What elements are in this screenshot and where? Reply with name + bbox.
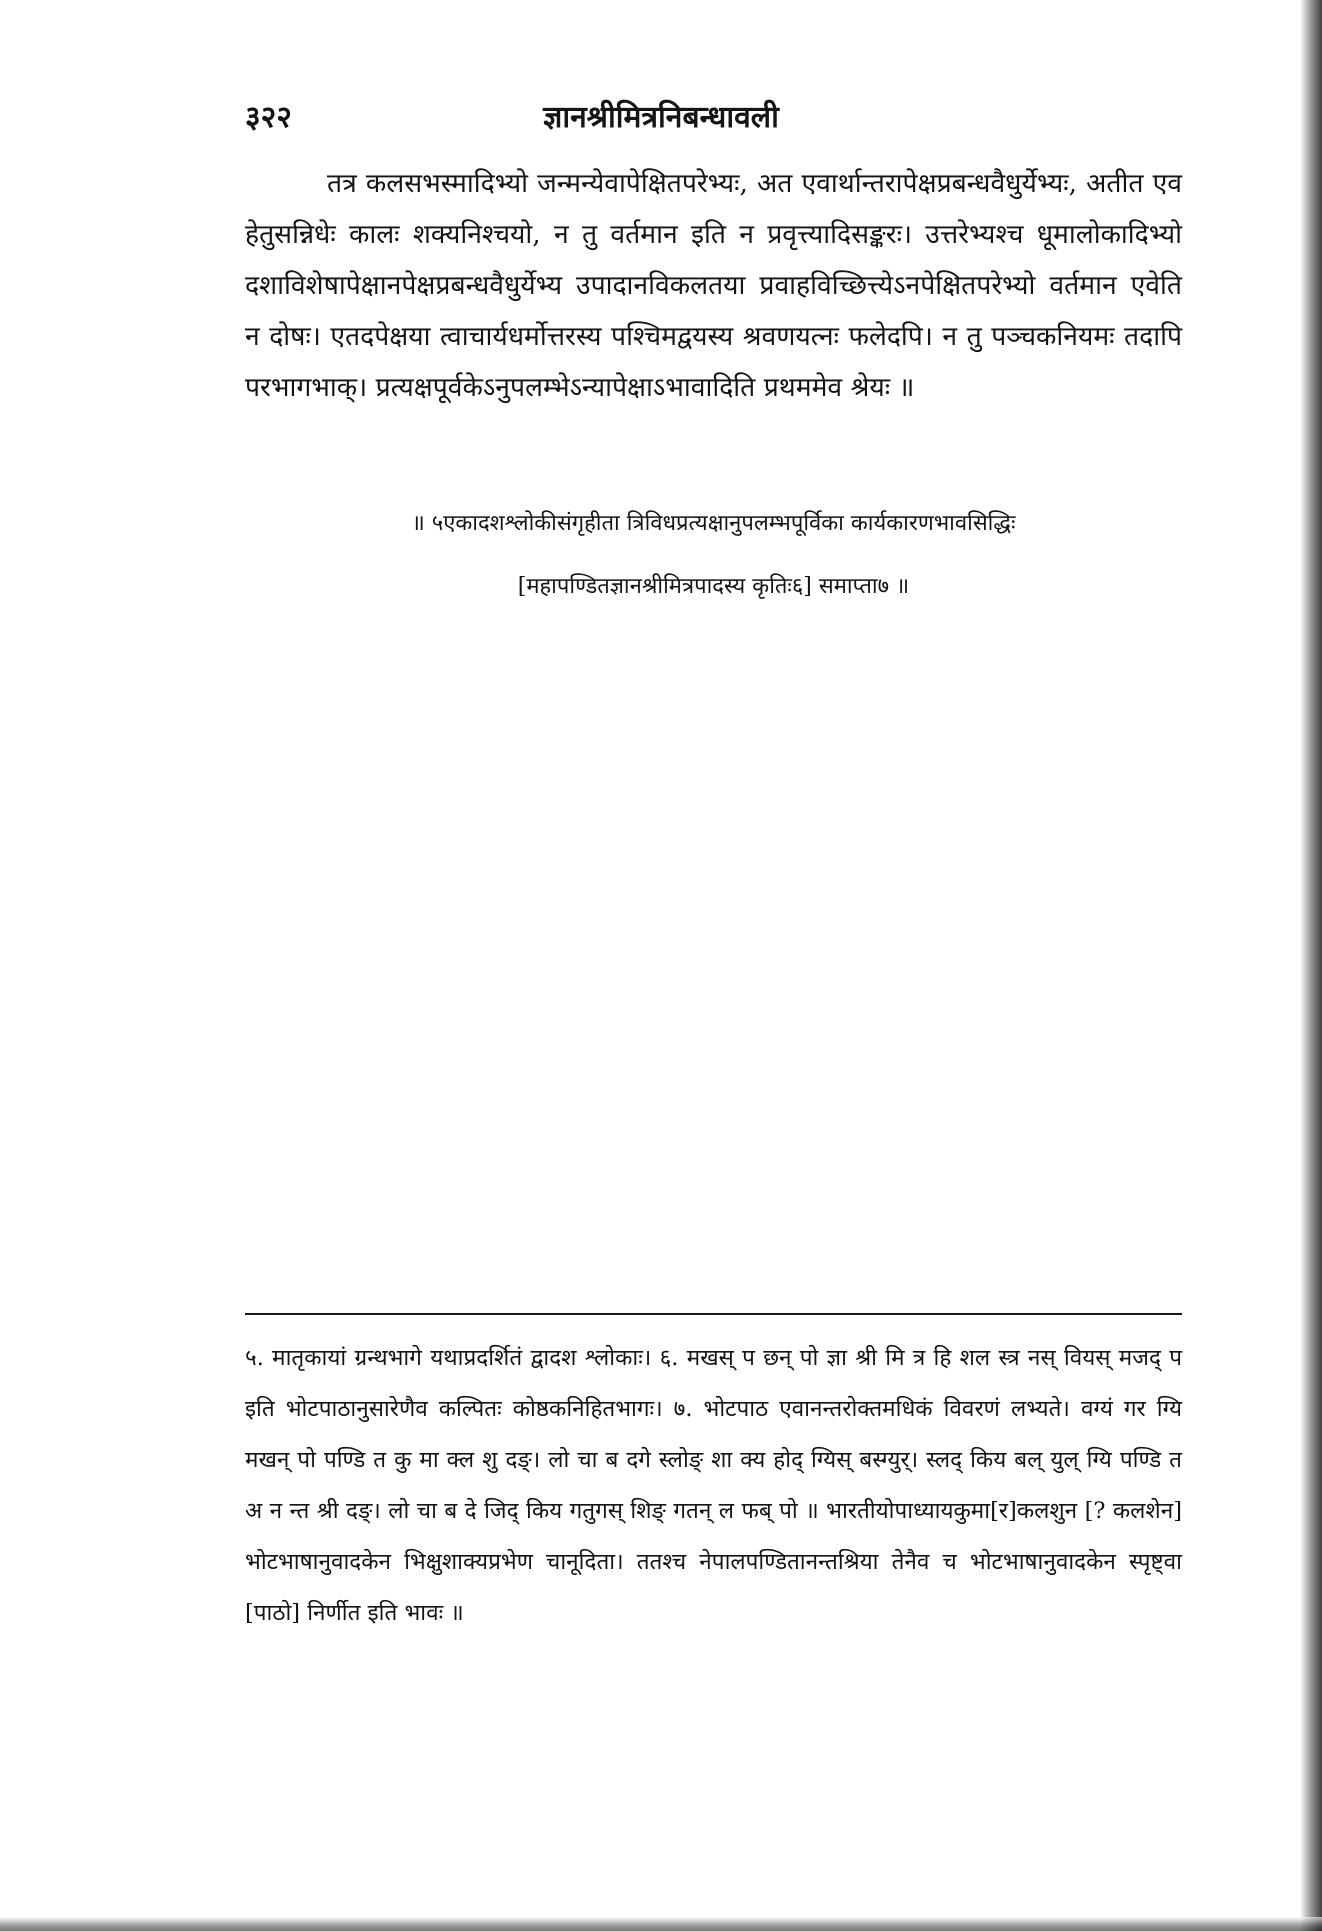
main-paragraph: तत्र कलसभस्मादिभ्यो जन्मन्येवापेक्षितपरेभ्यः, अत एवार्थान्तरापेक्षप्रबन्धवैधुर्येभ्यः, अतीत एव हेतुसन्निधेः कालः शक्यनिश्चयो, न तु वर्तमान इति न प्रवृत्त्यादिसङ्करः। उत्तरेभ्यश्च धूमालोकादिभ्यो दशाविशेषापेक्षानपेक्षप्रबन्धवैधुर्येभ्य उपादानविकलतया प्रवाहविच्छित्त्येऽनपेक्षितपरेभ्यो वर्तमान एवेति न दोषः। एतदपेक्षया त्वाचार्यधर्मोत्तरस्य पश्चिमद्वयस्य श्रवणयत्नः फलेदपि। न तु पञ्चकनियमः तदापि परभागभाक्। प्रत्यक्षपूर्वकेऽनुपलम्भेऽन्यापेक्षाऽभावादिति प्रथममेव श्रेयः ॥: [245, 168, 1182, 403]
colophon-line-2: [महापण्डितज्ञानश्रीमित्रपादस्य कृतिः६] समाप्ता७ ॥: [517, 574, 910, 599]
page-number: ३२२: [245, 100, 292, 135]
page-bottom-shadow: [0, 1917, 1322, 1931]
book-spine-shadow: [1300, 0, 1322, 1931]
footnotes: ५. मातृकायां ग्रन्थभागे यथाप्रदर्शितं द्वादश श्लोकाः। ६. मखस् प छन् पो ज्ञा श्री मि त्र हि शल स्त्र नस् वियस् मजद् प इति भोटपाठानुसारेणैव कल्पितः कोष्ठकनिहितभागः। ७. भोटपाठ एवानन्तरोक्तमधिकं विवरणं लभ्यते। वग्यं गर ग्यि मखन् पो पण्डि त कु मा क्ल शु दङ्। लो चा ब दगे स्लोङ् शा क्य होद् ग्यिस् बस्ग्युर्। स्लद् किय बल् युल् ग्यि पण्डि त अ न न्त श्री दङ्। लो चा ब दे जिद् किय गतुगस् शिङ् गतन् ल फब् पो ॥ भारतीयोपाध्यायकुमा[र]कलशुन [? कलशेन] भोटभाषानुवादकेन भिक्षुशाक्यप्रभेण चानूदिता। ततश्च नेपालपण्डितानन्तश्रिया तेनैव च भोटभाषानुवादकेन स्पृष्ट्वा [पाठो] निर्णीत इति भावः ॥: [245, 1345, 1182, 1626]
footnote-divider: [245, 1313, 1182, 1315]
running-title: ज्ञानश्रीमित्रनिबन्धावली: [543, 100, 779, 135]
colophon-line-1: ॥ ५एकादशश्लोकीसंगृहीता त्रिविधप्रत्यक्षानुपलम्भपूर्विका कार्यकारणभावसिद्धिः: [411, 511, 1016, 536]
